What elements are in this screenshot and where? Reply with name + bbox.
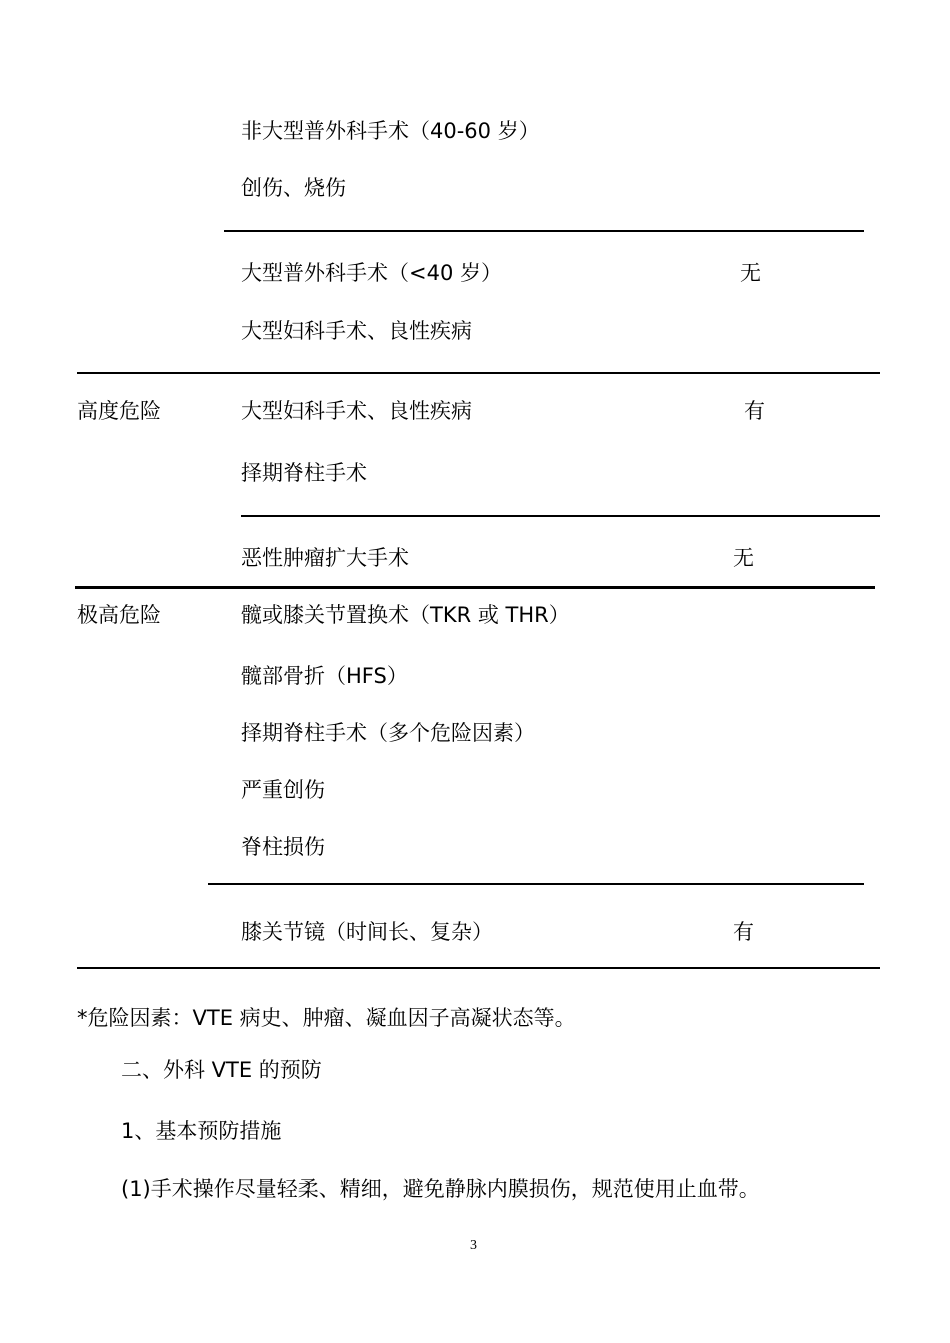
row-6-procedure: 择期脊柱手术 — [241, 461, 367, 485]
table-bottom-rule — [77, 967, 880, 969]
footnote: *危险因素：VTE 病史、肿瘤、凝血因子高凝状态等。 — [77, 1006, 576, 1030]
subsection-heading: 1、基本预防措施 — [121, 1119, 282, 1143]
row-13-prophylaxis: 有 — [733, 920, 754, 944]
row-13-procedure: 膝关节镜（时间长、复杂） — [241, 920, 493, 944]
risk-level-high: 高度危险 — [77, 399, 161, 423]
table-group-divider — [75, 586, 875, 589]
row-7-procedure: 恶性肿瘤扩大手术 — [241, 546, 409, 570]
table-row-divider — [224, 230, 864, 232]
table-row-divider — [241, 515, 880, 517]
row-4-procedure: 大型妇科手术、良性疾病 — [241, 319, 472, 343]
row-10-procedure: 择期脊柱手术（多个危险因素） — [241, 721, 535, 745]
row-7-prophylaxis: 无 — [733, 546, 754, 570]
row-2-procedure: 创伤、烧伤 — [241, 176, 346, 200]
row-12-procedure: 脊柱损伤 — [241, 835, 325, 859]
row-5-procedure: 大型妇科手术、良性疾病 — [241, 399, 472, 423]
risk-level-very-high: 极高危险 — [77, 603, 161, 627]
page-number: 3 — [470, 1238, 477, 1253]
row-9-procedure: 髋部骨折（HFS） — [241, 664, 408, 688]
row-3-procedure: 大型普外科手术（<40 岁） — [241, 261, 502, 285]
paragraph: (1)手术操作尽量轻柔、精细，避免静脉内膜损伤，规范使用止血带。 — [121, 1177, 760, 1201]
table-row-divider — [208, 883, 864, 885]
row-8-procedure: 髋或膝关节置换术（TKR 或 THR） — [241, 603, 570, 627]
row-1-procedure: 非大型普外科手术（40-60 岁） — [241, 119, 540, 143]
section-heading: 二、外科 VTE 的预防 — [121, 1058, 322, 1082]
table-group-divider — [77, 372, 880, 374]
row-5-prophylaxis: 有 — [744, 399, 765, 423]
row-11-procedure: 严重创伤 — [241, 778, 325, 802]
row-3-prophylaxis: 无 — [740, 261, 761, 285]
